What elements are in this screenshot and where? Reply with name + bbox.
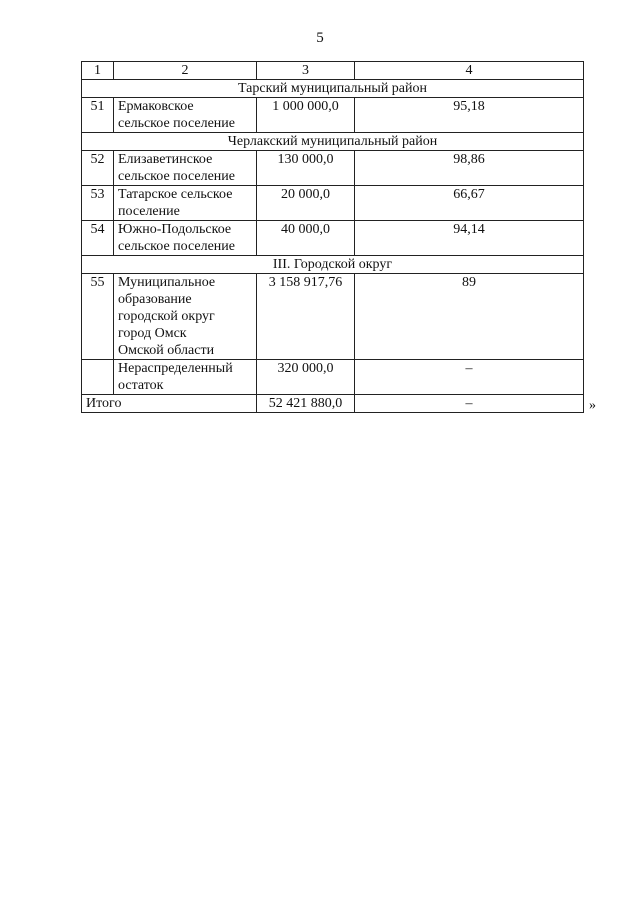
percent-cell: 98,86 <box>355 151 584 186</box>
percent-cell: – <box>355 360 584 395</box>
municipality-name <box>114 360 257 395</box>
municipality-name <box>114 274 257 360</box>
table-body <box>82 62 584 413</box>
table-row <box>82 151 584 186</box>
percent-cell: 89 <box>355 274 584 360</box>
row-number: 54 <box>82 221 114 256</box>
closing-quote: » <box>589 398 596 413</box>
table-row <box>82 221 584 256</box>
total-amount: 52 421 880,0 <box>257 395 355 413</box>
section-row <box>82 133 584 151</box>
name-line: поселение <box>118 204 180 219</box>
name-line: сельское поселение <box>118 116 235 131</box>
row-number: 55 <box>82 274 114 360</box>
amount-cell: 40 000,0 <box>257 221 355 256</box>
row-number: 52 <box>82 151 114 186</box>
name-line: город Омск <box>118 326 187 341</box>
header-cell: 3 <box>257 62 355 80</box>
municipality-name <box>114 151 257 186</box>
header-cell: 1 <box>82 62 114 80</box>
name-line: сельское поселение <box>118 169 235 184</box>
header-cell: 4 <box>355 62 584 80</box>
row-number: 51 <box>82 98 114 133</box>
table-row <box>82 274 584 360</box>
row-number <box>82 360 114 395</box>
name-line: остаток <box>118 378 164 393</box>
name-line: Омской области <box>118 343 215 358</box>
name-line: Южно-Подольское <box>118 222 232 237</box>
municipality-name <box>114 221 257 256</box>
total-percent: – <box>355 395 584 413</box>
percent-cell: 95,18 <box>355 98 584 133</box>
section-title: Тарский муниципальный район <box>82 80 584 98</box>
header-row <box>82 62 584 80</box>
municipality-name <box>114 98 257 133</box>
row-number: 53 <box>82 186 114 221</box>
amount-cell: 320 000,0 <box>257 360 355 395</box>
total-label: Итого <box>82 395 257 413</box>
header-cell: 2 <box>114 62 257 80</box>
percent-cell: 66,67 <box>355 186 584 221</box>
name-line: образование <box>118 292 192 307</box>
section-title: III. Городской округ <box>82 256 584 274</box>
amount-cell: 3 158 917,76 <box>257 274 355 360</box>
amount-cell: 130 000,0 <box>257 151 355 186</box>
section-row <box>82 256 584 274</box>
amount-cell: 1 000 000,0 <box>257 98 355 133</box>
percent-cell: 94,14 <box>355 221 584 256</box>
section-title: Черлакский муниципальный район <box>82 133 584 151</box>
table-row <box>82 98 584 133</box>
table-row <box>82 186 584 221</box>
allocation-table <box>81 61 584 413</box>
table-row <box>82 360 584 395</box>
name-line: Татарское сельское <box>118 187 233 202</box>
name-line: городской округ <box>118 309 215 324</box>
name-line: Елизаветинское <box>118 152 213 167</box>
page-number: 5 <box>316 30 324 46</box>
name-line: сельское поселение <box>118 239 235 254</box>
municipality-name <box>114 186 257 221</box>
name-line: Нераспределенный <box>118 361 233 376</box>
amount-cell: 20 000,0 <box>257 186 355 221</box>
total-row <box>82 395 584 413</box>
name-line: Ермаковское <box>118 99 194 114</box>
section-row <box>82 80 584 98</box>
name-line: Муниципальное <box>118 275 216 290</box>
